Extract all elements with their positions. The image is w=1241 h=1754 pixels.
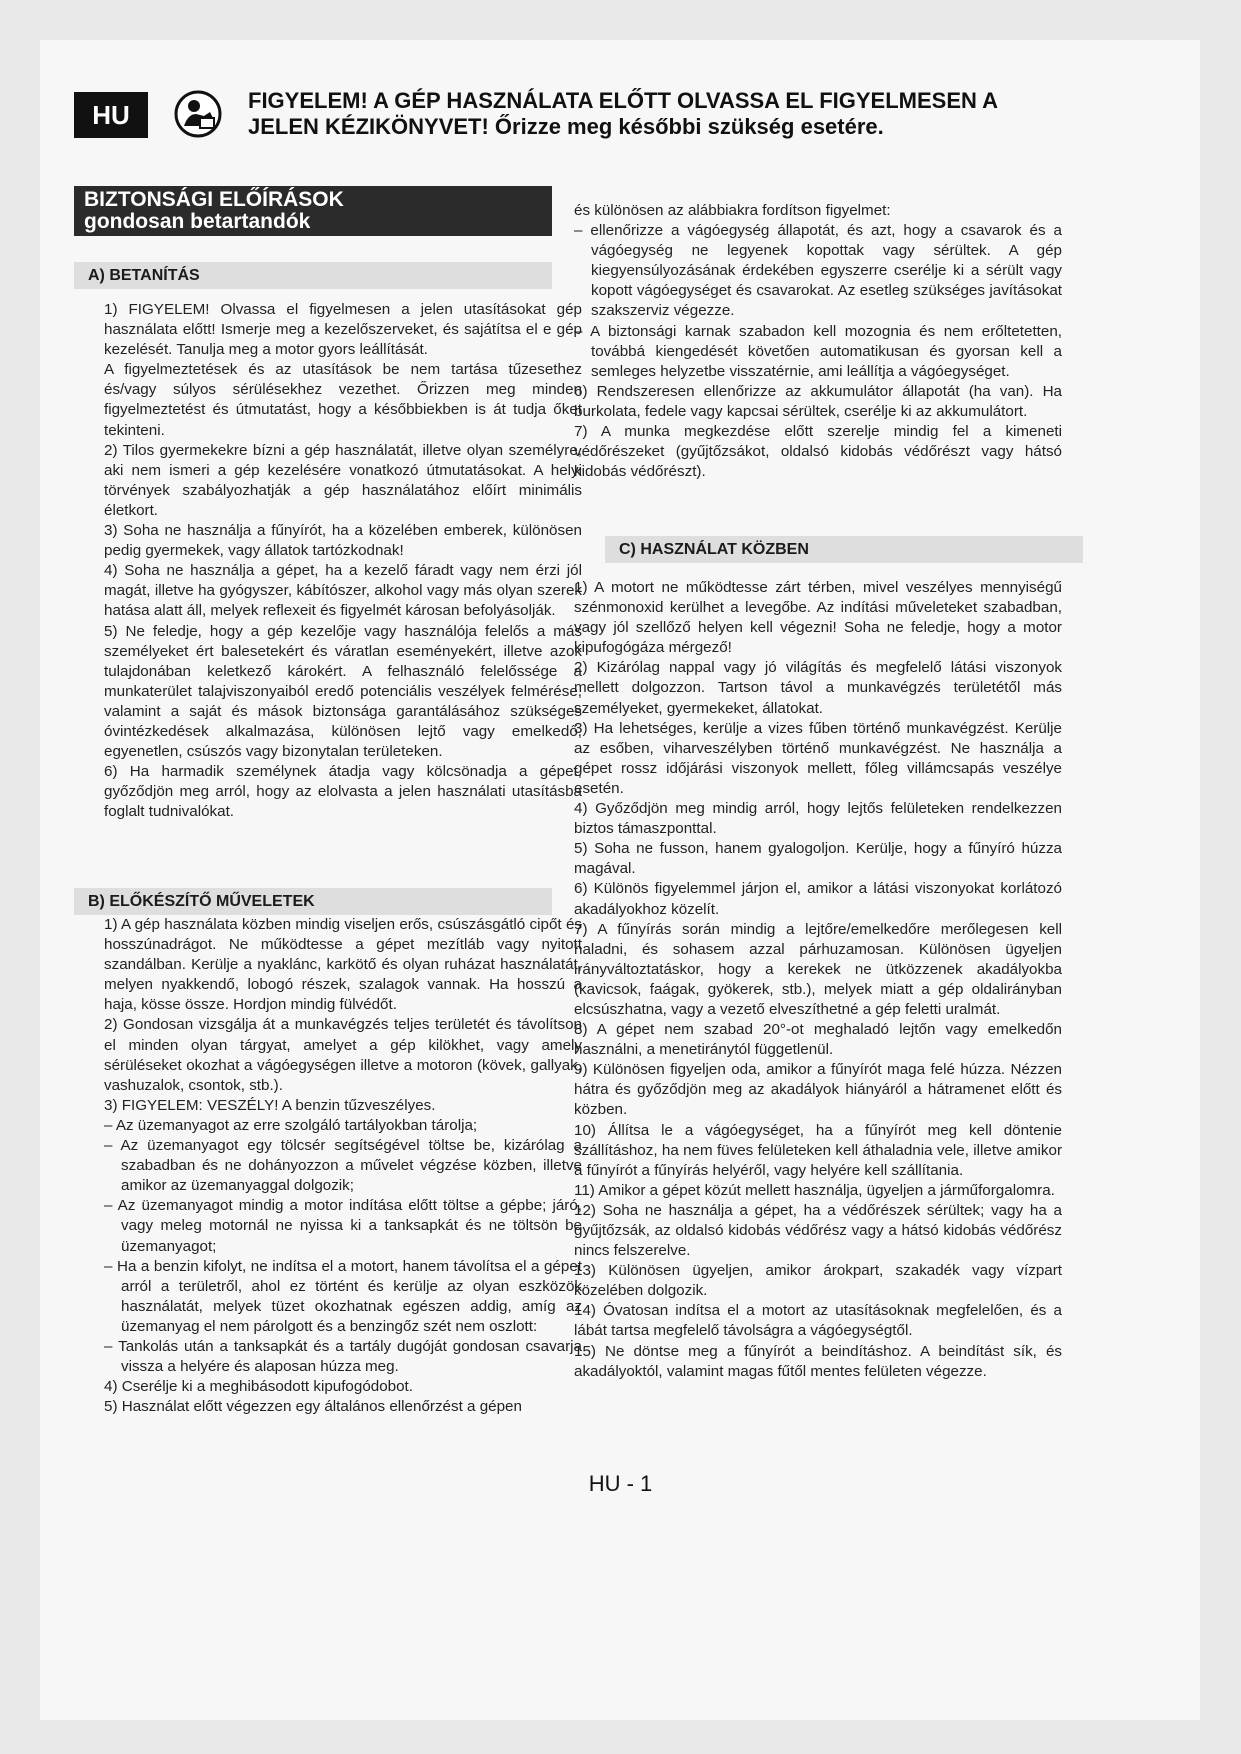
list-item: – Az üzemanyagot mindig a motor indítása előtt töltse a gépbe; járó, vagy meleg motornál ne nyissa ki a tanksapkát és ne töltsön be üzemanyagot; <box>104 1197 582 1255</box>
language-badge: HU <box>74 92 148 138</box>
safety-title: BIZTONSÁGI ELŐÍRÁSOK <box>84 188 344 211</box>
paragraph: 1) A motort ne működtesse zárt térben, mivel veszélyes mennyiségű szénmonoxid kerülhet a levegőbe. Az indítási műveleteket szabadban, vagy jól szellőző helyen kell végezni! Soha ne feledje, hogy a motor kipufogógáza mérgező! <box>574 579 1062 657</box>
paragraph: 1) A gép használata közben mindig viseljen erős, csúszásgátló cipőt és hosszúnadrágot. Ne működtesse a gépet mezítláb vagy nyitott szandálban. Kerülje a nyaklánc, karkötő és olyan ruházat használatát, melyen nyakkendő, lobogó részek, szalagok vannak. Ha hosszú a haja, kösse össze. Hordjon mindig fülvédőt. <box>104 916 582 1014</box>
section-b-text <box>104 915 582 1417</box>
safety-subtitle: gondosan betartandók <box>84 210 311 233</box>
header-warning <box>248 88 1148 140</box>
paragraph: 3) FIGYELEM: VESZÉLY! A benzin tűzveszélyes. <box>104 1096 436 1114</box>
paragraph: 7) A fűnyírás során mindig a lejtőre/emelkedőre merőlegesen kell haladni, és sohasem azzal párhuzamosan. Különösen ügyeljen irányváltoztatáskor, hogy a kerekek ne ütközzenek akadályokba (kavicsok, faágak, gyökerek, stb.), melyek miatt a gép oldalirányban elcsúszhatna, vagy a vezető elveszíthetné a gép feletti uralmát. <box>574 920 1062 1018</box>
paragraph: 7) A munka megkezdése előtt szerelje mindig fel a kimeneti védőrészeket (gyűjtőzsákot, oldalsó kidobás védőrészt vagy hátsó kidobás védőrészt). <box>574 423 1062 481</box>
paragraph: 3) Soha ne használja a fűnyírót, ha a közelében emberek, különösen pedig gyermekek, vagy állatok tartózkodnak! <box>104 522 582 560</box>
paragraph: 3) Ha lehetséges, kerülje a vizes fűben történő munkavégzést. Kerülje az esőben, viharveszélyben történő munkavégzést. Ne használja a gépet rossz időjárási viszonyok mellett, főleg villámcsapás veszélye esetén. <box>574 719 1062 797</box>
right-top-text <box>574 201 1062 482</box>
paragraph: 2) Gondosan vizsgálja át a munkavégzés teljes területét és távolítson el minden olyan tárgyat, amelyet a gép kilökhet, vagy amely sérüléseket okozhat a vágóegységen illetve a motoron (kövek, gallyak, vashuzalok, csontok, stb.). <box>104 1016 582 1094</box>
paragraph: 9) Különösen figyeljen oda, amikor a fűnyírót maga felé húzza. Nézzen hátra és győződjön meg az akadályok hiányáról a hátramenet előtt és közben. <box>574 1061 1062 1119</box>
list-item: – ellenőrizze a vágóegység állapotát, és azt, hogy a csavarok és a vágóegység ne legyenek kopottak vagy sérültek. A gép kiegyensúlyozásának érdekében egyszerre cserélje ki a sérült vagy kopott vágóegységet és csavarokat. Az esetleg szükséges javításokat szakszerviz végezze. <box>574 222 1062 320</box>
page-number: HU - 1 <box>588 1471 653 1496</box>
section-heading-c: C) HASZNÁLAT KÖZBEN <box>605 536 1083 563</box>
list-item: – Ha a benzin kifolyt, ne indítsa el a motort, hanem távolítsa el a gépet arról a területről, ahol ez történt és kerülje az olyan eszközök használatát, melyek tüzet okozhatnak egészen addig, amíg az üzemanyag el nem párolgott és a benzingőz szét nem oszlott: <box>104 1257 582 1335</box>
paragraph: 15) Ne döntse meg a fűnyírót a beindításhoz. A beindítást sík, és akadályoktól, valamint magas fűtől mentes felületen végezze. <box>574 1342 1062 1380</box>
section-c-text <box>574 578 1062 1382</box>
paragraph: 2) Kizárólag nappal vagy jó világítás és megfelelő látási viszonyok mellett dolgozzon. Tartson távol a munkavégzés területétől más személyeket, gyermekeket, állatokat. <box>574 659 1062 717</box>
paragraph: 2) Tilos gyermekekre bízni a gép használatát, illetve olyan személyre, aki nem ismeri a gép kezelésére vonatkozó útmutatásokat. A helyi törvények szabályozhatják a gép használatához előírt minimális életkort. <box>104 441 582 519</box>
safety-title-box <box>74 186 552 236</box>
paragraph: 14) Óvatosan indítsa el a motort az utasításoknak megfelelően, és a lábát tartsa megfelelő távolságra a vágóegységtől. <box>574 1302 1062 1340</box>
paragraph: A figyelmeztetések és az utasítások be nem tartása tűzesethez és/vagy súlyos sérülésekhez vezethet. Őrizzen meg minden figyelmeztetést és útmutatást, hogy a későbbiekben is át tudja őket tekinteni. <box>104 361 582 439</box>
list-item: – A biztonsági karnak szabadon kell mozognia és nem erőltetetten, továbbá kiengedését követően automatikusan és gyorsan kell a semleges helyzetbe visszatérnie, ami leállítja a vágóegységet. <box>574 322 1062 380</box>
paragraph: 5) Ne feledje, hogy a gép kezelője vagy használója felelős a más személyeket ért balesetekért és váratlan eseményekért, illetve azok tulajdonában keletkező károkért. A felhasználó felelőssége a munkaterület talajviszonyaiból eredő potenciális veszélyek felmérése, valamint a saját és mások biztonsága garantálásához szükséges óvintézkedések alkalmazása, különösen lejtő vagy emelkedő, egyenetlen, csúszós vagy bizonytalan területeken. <box>104 622 582 761</box>
section-a-text <box>104 300 582 822</box>
paragraph: 4) Soha ne használja a gépet, ha a kezelő fáradt vagy nem érzi jól magát, illetve ha gyógyszer, kábítószer, alkohol vagy más olyan szerek hatása alatt áll, melyek reflexeit és figyelmét károsan befolyásolják. <box>104 562 582 620</box>
paragraph: 10) Állítsa le a vágóegységet, ha a fűnyírót meg kell döntenie szállításhoz, ha nem füves felületeken kell áthaladnia vele, illetve amikor a fűnyírót a fűnyírás helyéről, vagy helyére kell szállítania. <box>574 1121 1062 1179</box>
paragraph: 12) Soha ne használja a gépet, ha a védőrészek sérültek; vagy ha a gyűjtőzsák, az oldalsó kidobás védőrész vagy a hátsó kidobás védőrész nincs felszerelve. <box>574 1201 1062 1260</box>
header-warning-line1: FIGYELEM! A GÉP HASZNÁLATA ELŐTT OLVASSA EL FIGYELMESEN A <box>248 88 999 113</box>
list-item: – Az üzemanyagot az erre szolgáló tartályokban tárolja; <box>104 1116 478 1134</box>
paragraph: 6) Ha harmadik személynek átadja vagy kölcsönadja a gépet, győződjön meg arról, hogy az elolvasta a jelen használati utasításba foglalt tudnivalókat. <box>104 763 582 821</box>
paragraph: 5) Használat előtt végezzen egy általános ellenőrzést a gépen <box>104 1398 522 1416</box>
paragraph: 4) Győződjön meg mindig arról, hogy lejtős felületeken rendelkezzen biztos támaszponttal. <box>574 800 1062 838</box>
paragraph: 4) Cserélje ki a meghibásodott kipufogódobot. <box>104 1378 414 1396</box>
reading-manual-icon <box>174 90 222 138</box>
paragraph: 8) A gépet nem szabad 20°-ot meghaladó lejtőn vagy emelkedőn használni, a menetiránytól függetlenül. <box>574 1021 1062 1059</box>
list-item: – Az üzemanyagot egy tölcsér segítségével töltse be, kizárólag a szabadban és ne dohányozzon a művelet végzése közben, illetve amikor az üzemanyaggal dolgozik; <box>104 1137 582 1195</box>
section-heading-b: B) ELŐKÉSZÍTŐ MŰVELETEK <box>74 888 552 915</box>
paragraph: 1) FIGYELEM! Olvassa el figyelmesen a jelen utasításokat gép használata előtt! Ismerje meg a kezelőszerveket, és sajátítsa el e gép kezelését. Tanulja meg a motor gyors leállítását. <box>104 301 582 359</box>
section-heading-a: A) BETANÍTÁS <box>74 262 552 289</box>
paragraph: 6) Rendszeresen ellenőrizze az akkumulátor állapotát (ha van). Ha burkolata, fedele vagy kapcsai sérültek, cserélje ki az akkumulátort. <box>574 382 1062 420</box>
paragraph: 6) Különös figyelemmel járjon el, amikor a látási viszonyokat korlátozó akadályokhoz közelít. <box>574 880 1062 918</box>
paragraph: 11) Amikor a gépet közút mellett használja, ügyeljen a járműforgalomra. <box>574 1181 1055 1199</box>
paragraph: 5) Soha ne fusson, hanem gyalogoljon. Kerülje, hogy a fűnyíró húzza magával. <box>574 840 1062 878</box>
paragraph: és különösen az alábbiakra fordítson figyelmet: <box>574 202 891 219</box>
list-item: – Tankolás után a tanksapkát és a tartály dugóját gondosan csavarja vissza a helyére és alaposan húzza meg. <box>104 1337 582 1376</box>
paragraph: 13) Különösen ügyeljen, amikor árokpart, szakadék vagy vízpart közelében dolgozik. <box>574 1262 1062 1300</box>
header-warning-line2: JELEN KÉZIKÖNYVET! Őrizze meg későbbi szükség esetére. <box>248 114 884 139</box>
